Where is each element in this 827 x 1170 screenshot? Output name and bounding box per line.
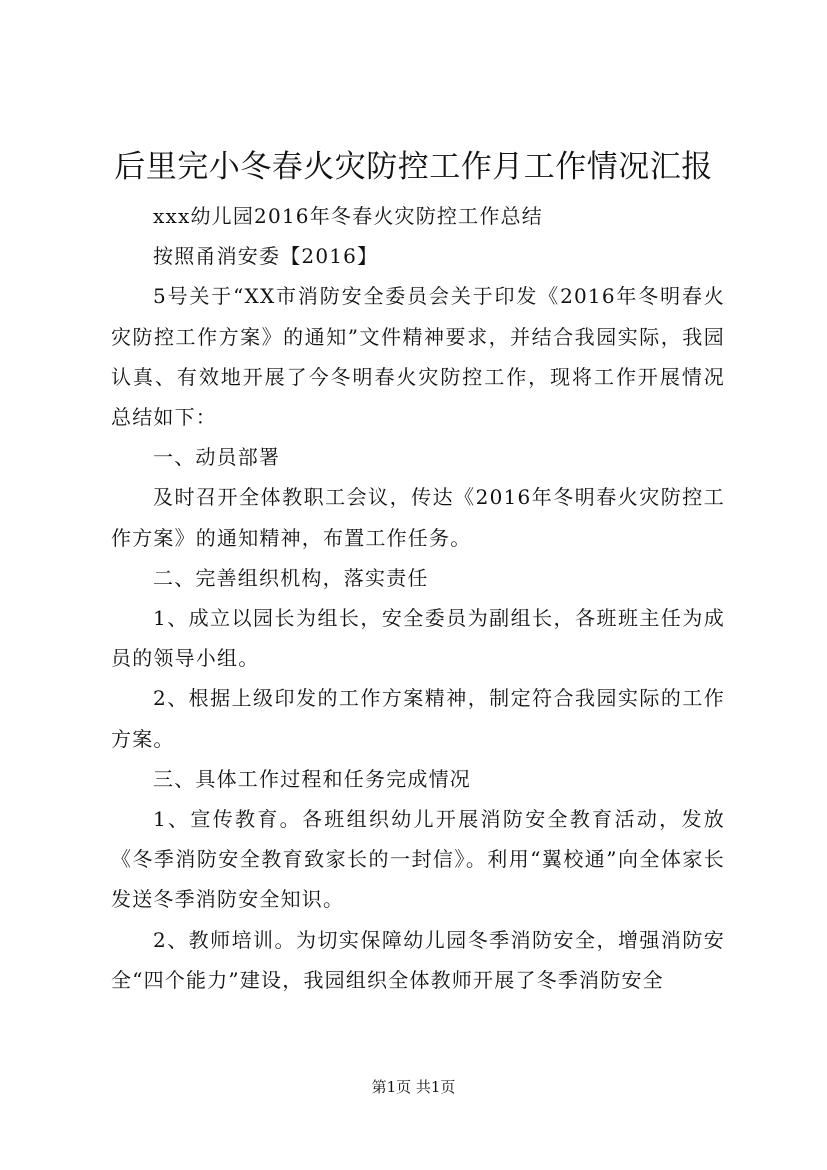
paragraph: xxx幼儿园2016年冬春火灾防控工作总结 bbox=[153, 204, 543, 228]
document-title: 后里完小冬春火灾防控工作月工作情况汇报 bbox=[114, 149, 713, 185]
section-heading: 一、动员部署 bbox=[153, 445, 281, 470]
page-number-footer: 第1页 共1页 bbox=[371, 1078, 456, 1096]
section-heading: 三、具体工作过程和任务完成情况 bbox=[153, 766, 471, 791]
paragraph: 5号关于“XX市消防安全委员会关于印发《2016年冬明春火灾防控工作方案》的通知”文件精神要求，并结合我园实际，我园认真、有效地开展了今冬明春火灾防控工作，现将工作开展情况总结如下： bbox=[111, 284, 725, 430]
document-body bbox=[111, 196, 725, 1000]
section-heading: 二、完善组织机构，落实责任 bbox=[153, 565, 429, 590]
paragraph: 1、宣传教育。各班组织幼儿开展消防安全教育活动，发放《冬季消防安全教育致家长的一封信》。利用“翼校通”向全体家长发送冬季消防安全知识。 bbox=[111, 807, 725, 912]
paragraph: 按照甬消安委【2016】 bbox=[153, 244, 379, 269]
paragraph: 及时召开全体教职工会议，传达《2016年冬明春火灾防控工作方案》的通知精神，布置工作任务。 bbox=[111, 485, 725, 550]
paragraph: 1、成立以园长为组长，安全委员为副组长，各班班主任为成员的领导小组。 bbox=[111, 606, 725, 671]
paragraph: 2、根据上级印发的工作方案精神，制定符合我园实际的工作方案。 bbox=[111, 686, 725, 751]
paragraph: 2、教师培训。为切实保障幼儿园冬季消防安全，增强消防安全“四个能力”建设，我园组织全体教师开展了冬季消防安全 bbox=[111, 927, 725, 992]
